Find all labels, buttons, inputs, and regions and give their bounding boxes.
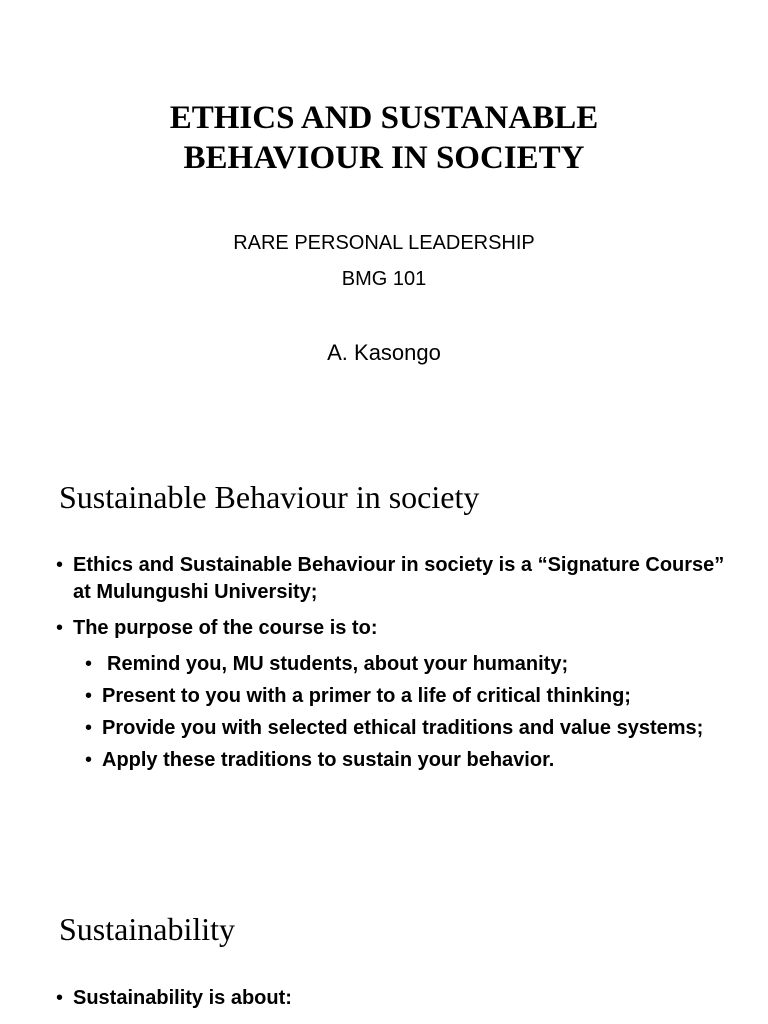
bullet-signature-course: • Ethics and Sustainable Behaviour in society is a “Signature Course” at Mulungushi University; [56,552,728,606]
sub-bullet-ethical-traditions: • Provide you with selected ethical traditions and value systems; [85,715,728,742]
presentation-title [0,98,768,178]
slide-heading: Sustainability [59,911,235,947]
course-code: BMG 101 [341,268,427,290]
sustainable-behaviour-slide [0,440,768,870]
sub-bullet-humanity: • Remind you, MU students, about your humanity; [85,651,728,678]
bullet-list [56,985,728,1021]
course-subtitle: RARE PERSONAL LEADERSHIP [233,232,535,254]
title-slide [0,0,768,440]
bullet-list [56,552,728,779]
sub-bullet-apply-traditions: • Apply these traditions to sustain your behavior. [85,747,728,774]
author-name: A. Kasongo [327,340,441,365]
title-line-1: ETHICS AND SUSTANABLE [169,100,599,136]
sustainability-slide [0,870,768,1024]
bullet-course-purpose: • The purpose of the course is to: [56,615,728,642]
slide-heading: Sustainable Behaviour in society [59,479,480,515]
title-line-2: BEHAVIOUR IN SOCIETY [183,140,585,176]
sub-bullet-critical-thinking: • Present to you with a primer to a life of critical thinking; [85,683,728,710]
bullet-sustainability-about: • Sustainability is about: [56,985,728,1012]
